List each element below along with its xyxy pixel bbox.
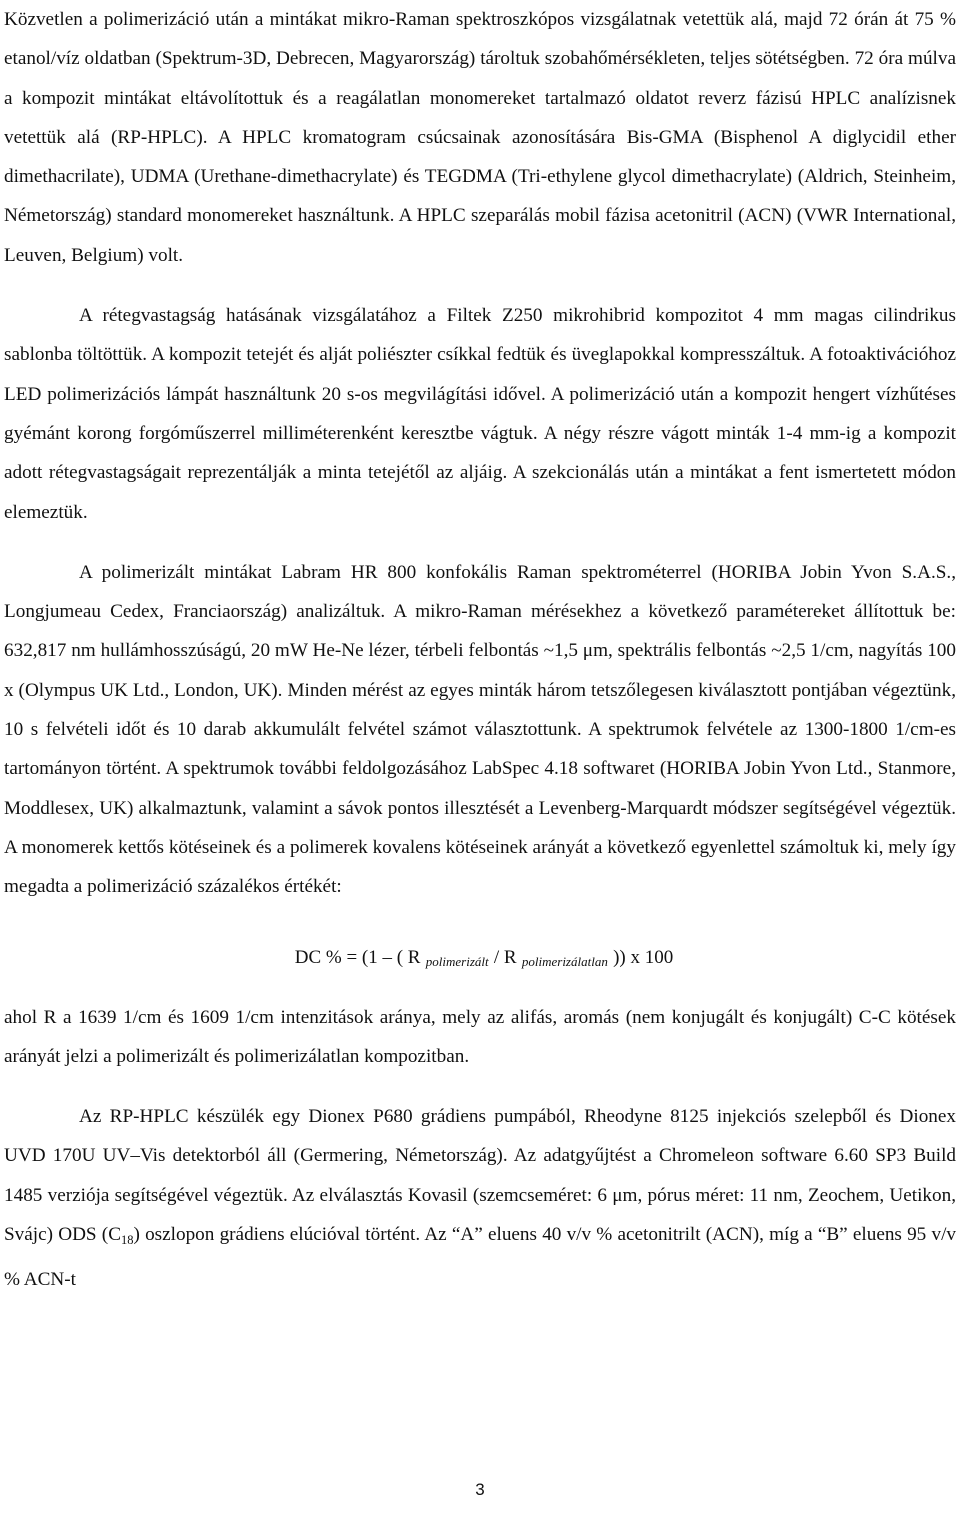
paragraph-5-text-b: ) oszlopon grádiens elúcióval történt. Az “A” eluens 40 v/v % acetonitrilt (ACN), míg a “B” eluens 95 v/v % ACN-t bbox=[4, 1224, 956, 1291]
page-number: 3 bbox=[475, 1480, 485, 1499]
paragraph-5 bbox=[4, 1097, 956, 1299]
formula-sub-unpolymerized: polimerizálatlan bbox=[521, 953, 608, 969]
paragraph-1: Közvetlen a polimerizáció után a mintákat mikro-Raman spektroszkópos vizsgálatnak vetettük alá, majd 72 órán át 75 % etanol/víz oldatban (Spektrum-3D, Debrecen, Magyarország) tároltuk szobahőmérsékleten, teljes sötétségben. 72 óra múlva a kompozit mintákat eltávolítottuk és a reagálatlan monomereket tartalmazó oldatot reverz fázisú HPLC analízisnek vetettük alá (RP-HPLC). A HPLC kromatogram csúcsainak azonosítására Bis-GMA (Bisphenol A diglycidil ether dimethacrilate), UDMA (Urethane-dimethacrylate) és TEGDMA (Tri-ethylene glycol dimethacrylate) (Aldrich, Steinheim, Németország) standard monomereket használtunk. A HPLC szeparálás mobil fázisa acetonitril (ACN) (VWR International, Leuven, Belgium) volt. bbox=[4, 9, 956, 266]
paragraph-5-text-a: Az RP-HPLC készülék egy Dionex P680 grádiens pumpából, Rheodyne 8125 injekciós szelepből és Dionex UVD 170U UV–Vis detektorból áll (Germering, Németország). Az adatgyűjtést a Chromeleon software 6.60 SP3 Build 1485 verziója segítségével végeztük. Az elválasztás Kovasil (szemcseméret: 6 μm, pórus méret: 11 nm, Zeochem, Uetikon, Svájc) ODS (C bbox=[4, 1106, 956, 1246]
formula-lhs: DC % = (1 – ( R bbox=[294, 946, 421, 968]
formula-sub-polymerized: polimerizált bbox=[425, 953, 489, 969]
c18-subscript: 18 bbox=[121, 1233, 134, 1248]
document-page bbox=[4, 0, 956, 1300]
paragraph-2: A rétegvastagság hatásának vizsgálatához a Filtek Z250 mikrohibrid kompozitot 4 mm magas cilindrikus sablonba töltöttük. A kompozit tetejét és alját poliészter csíkkal fedtük és üveglapokkal kompresszáltuk. A fotoaktivációhoz LED polimerizációs lámpát használtunk 20 s-os megvilágítási idővel. A polimerizáció után a kompozit hengert vízhűtéses gyémánt korong forgóműszerrel milliméterenként keresztbe vágtuk. A négy részre vágott minták 1-4 mm-ig a kompozit adott rétegvastagságait reprezentálják a minta tetejétől az aljáig. A szekcionálás után a mintákat a fent ismertetett módon elemeztük. bbox=[4, 305, 956, 523]
paragraph-4: ahol R a 1639 1/cm és 1609 1/cm intenzitások aránya, mely az alifás, aromás (nem konjugált és konjugált) C-C kötések arányát jelzi a polimerizált és polimerizálatlan kompozitban. bbox=[4, 1006, 956, 1067]
dc-formula bbox=[4, 938, 956, 982]
formula-rhs: )) x 100 bbox=[613, 946, 674, 968]
paragraph-3: A polimerizált mintákat Labram HR 800 konfokális Raman spektrométerrel (HORIBA Jobin Yvon S.A.S., Longjumeau Cedex, Franciaország) analizáltuk. A mikro-Raman mérésekhez a következő paramétereket állítottuk be: 632,817 nm hullámhosszúságú, 20 mW He-Ne lézer, térbeli felbontás ~1,5 μm, spektrális felbontás ~2,5 1/cm, nagyítás 100 x (Olympus UK Ltd., London, UK). Minden mérést az egyes minták három tetszőlegesen kiválasztott pontjában végeztünk, 10 s felvételi időt és 10 darab akkumulált felvétel számot választottunk. A spektrumok felvétele az 1300-1800 1/cm-es tartományon történt. A spektrumok további feldolgozásához LabSpec 4.18 softwaret (HORIBA Jobin Yvon Ltd., Stanmore, Moddlesex, UK) alkalmaztunk, valamint a sávok pontos illesztését a Levenberg-Marquardt módszer segítségével végeztük. A monomerek kettős kötéseinek és a polimerek kovalens kötéseinek arányát a következő egyenlettel számoltuk ki, mely így megadta a polimerizáció százalékos értékét: bbox=[4, 561, 956, 898]
formula-mid: / R bbox=[493, 946, 517, 968]
